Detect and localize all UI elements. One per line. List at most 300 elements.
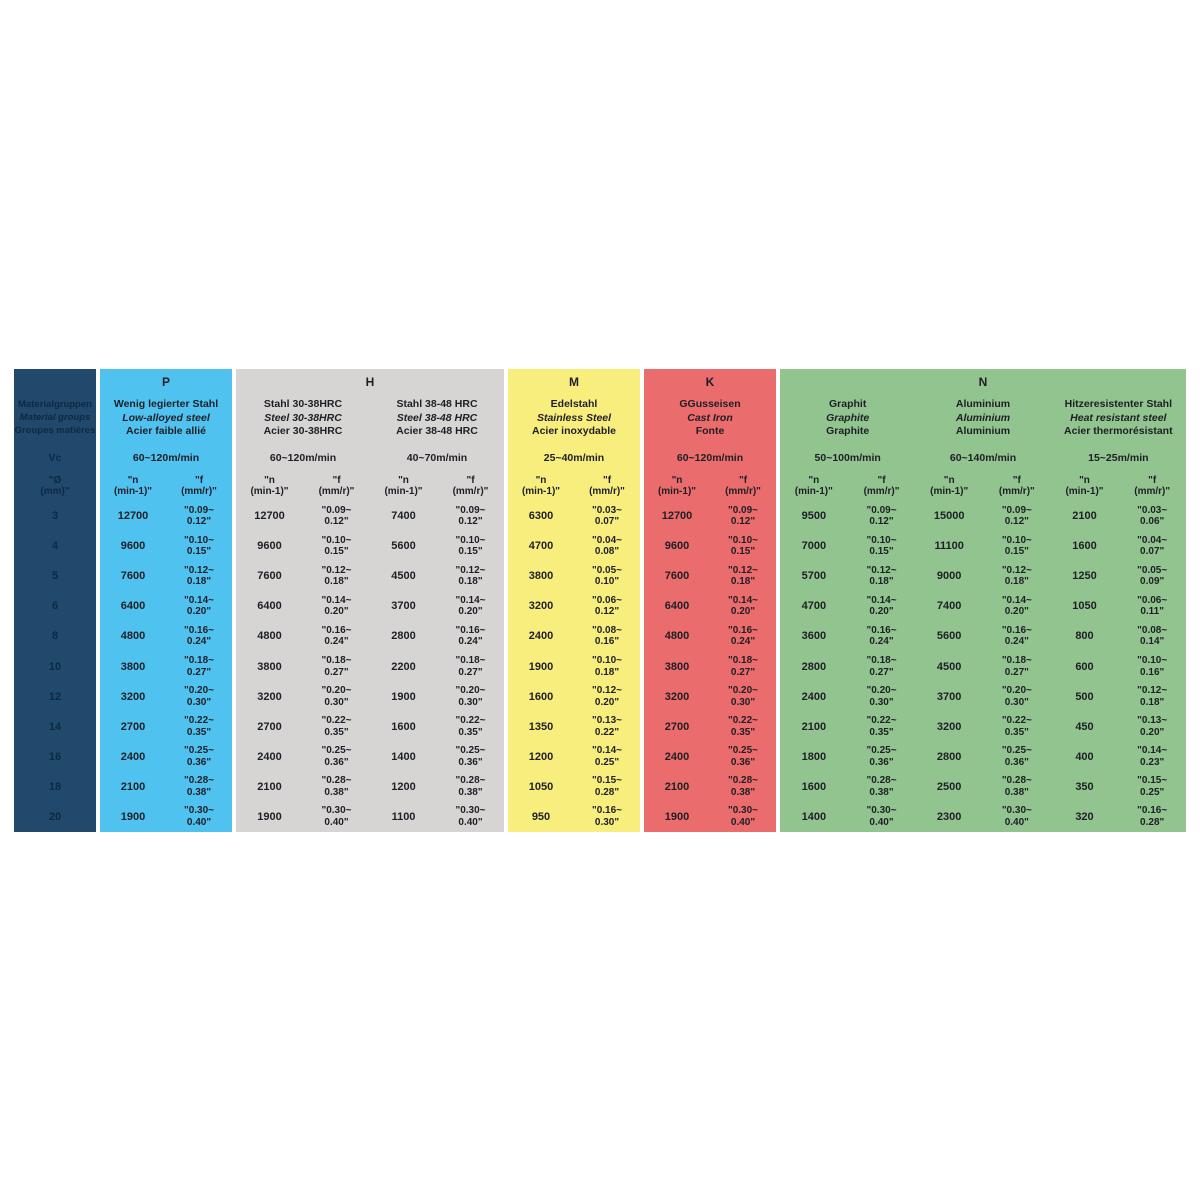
- f-value-line1: "0.28~: [866, 775, 897, 787]
- f-value: [574, 561, 640, 591]
- f-value-line1: "0.13~: [1137, 715, 1168, 727]
- f-value-line1: "0.08~: [1137, 624, 1168, 636]
- group-columns: [644, 395, 776, 832]
- f-value-line1: "0.14~: [183, 594, 215, 606]
- data-row: [236, 621, 370, 651]
- f-value-line2: 0.36": [1004, 756, 1029, 768]
- f-value: [848, 621, 916, 651]
- n-value: 1200: [528, 750, 554, 763]
- f-value-line1: "0.25~: [1001, 745, 1032, 757]
- diameter-header: [14, 470, 96, 501]
- n-header: [370, 470, 437, 501]
- nf-header-row: [644, 470, 776, 501]
- f-value-line2: 0.27": [730, 666, 756, 678]
- f-value: [1118, 561, 1186, 591]
- group-section-K: [644, 369, 776, 832]
- f-value-line2: 0.27": [186, 666, 212, 678]
- f-value: [574, 802, 640, 832]
- n-value: 1050: [528, 780, 554, 793]
- f-value-line2: 0.30": [730, 696, 756, 708]
- n-header-line2: (min-1)": [794, 485, 833, 497]
- f-value: [710, 561, 776, 591]
- material-name-de: Wenig legierter Stahl: [113, 398, 219, 410]
- f-value-line1: "0.18~: [321, 655, 352, 667]
- group-letter: H: [365, 375, 375, 389]
- group-section-P: [100, 369, 232, 832]
- f-value-line1: "0.12~: [591, 685, 623, 697]
- f-header-line2: (mm/r)": [863, 485, 900, 497]
- n-value: 4800: [120, 630, 146, 643]
- f-value-line1: "0.18~: [183, 655, 215, 667]
- f-value-line1: "0.30~: [455, 805, 486, 817]
- f-value: [710, 772, 776, 802]
- f-header: [710, 470, 776, 501]
- f-value: [710, 621, 776, 651]
- group-letter: P: [161, 375, 170, 389]
- n-value: 12700: [254, 510, 285, 523]
- f-value: [1118, 651, 1186, 681]
- f-value-line2: 0.35": [458, 726, 483, 738]
- n-value: 7000: [801, 540, 827, 553]
- f-value: [983, 651, 1051, 681]
- n-value: 1400: [801, 810, 827, 823]
- data-row: [508, 682, 640, 712]
- n-value: 3700: [391, 600, 416, 613]
- data-row: [236, 802, 370, 832]
- f-value: [848, 651, 916, 681]
- f-value: [166, 501, 232, 531]
- f-value: [848, 802, 916, 832]
- material-groups-column: [14, 369, 96, 832]
- f-value-line1: "0.20~: [1001, 685, 1032, 697]
- f-value-line1: "0.14~: [727, 594, 759, 606]
- diameter-cell: 14: [48, 720, 62, 733]
- n-header-line2: (min-1)": [113, 485, 153, 497]
- n-value: 2400: [257, 750, 282, 763]
- n-value: 2100: [664, 780, 690, 793]
- n-value: 1200: [391, 780, 416, 793]
- f-value: [303, 712, 370, 742]
- data-row: [1051, 802, 1186, 832]
- f-value: [710, 742, 776, 772]
- material-name-en: Low-alloyed steel: [122, 411, 210, 424]
- f-header-line2: (mm/r)": [589, 485, 625, 497]
- material-names: [1051, 395, 1186, 445]
- f-value: [574, 772, 640, 802]
- f-value: [437, 682, 504, 712]
- n-value: 9600: [257, 540, 282, 553]
- f-value-line1: "0.16~: [866, 624, 897, 636]
- n-value: 4700: [801, 600, 827, 613]
- f-value-line1: "0.16~: [727, 624, 759, 636]
- n-value: 1900: [391, 690, 416, 703]
- cutting-speed: 40~70m/min: [406, 451, 468, 464]
- diameter-row: [14, 682, 96, 712]
- f-value-line2: 0.38": [1004, 786, 1029, 798]
- f-value: [437, 772, 504, 802]
- data-rows: [508, 501, 640, 832]
- data-row: [1051, 682, 1186, 712]
- f-value-line2: 0.28": [594, 786, 620, 798]
- f-value: [303, 772, 370, 802]
- f-header: [437, 470, 504, 501]
- f-value: [437, 712, 504, 742]
- f-value-line1: "0.09~: [727, 504, 759, 516]
- f-value-line2: 0.30": [186, 696, 212, 708]
- material-name-fr: Acier 38-48 HRC: [396, 425, 478, 437]
- f-header: [983, 470, 1051, 501]
- f-value-line2: 0.27": [1004, 666, 1029, 678]
- diameter-cell: 20: [48, 810, 62, 823]
- f-value-line2: 0.07": [1140, 546, 1165, 558]
- group-section-H: [236, 369, 504, 832]
- material-name-fr: Acier faible allié: [126, 425, 206, 437]
- f-value-line1: "0.16~: [455, 624, 486, 636]
- n-value: 4800: [257, 630, 282, 643]
- f-value: [1118, 802, 1186, 832]
- data-row: [780, 802, 915, 832]
- data-row: [370, 591, 504, 621]
- f-value-line1: "0.12~: [321, 564, 352, 576]
- f-value: [983, 561, 1051, 591]
- f-value: [303, 682, 370, 712]
- f-value: [166, 682, 232, 712]
- n-value: 1050: [1072, 600, 1097, 613]
- f-value-line2: 0.28": [1140, 816, 1165, 828]
- n-value: 2100: [1072, 510, 1097, 523]
- nf-header-row: [100, 470, 232, 501]
- f-value-line2: 0.08": [594, 546, 620, 558]
- f-value: [848, 682, 916, 712]
- nf-header-row: [236, 470, 370, 501]
- f-header: [1118, 470, 1186, 501]
- n-header-line2: (min-1)": [250, 485, 289, 497]
- n-value: 7400: [391, 510, 416, 523]
- f-value-line1: "0.10~: [1137, 655, 1168, 667]
- f-value-line1: "0.16~: [591, 805, 623, 817]
- n-value: 600: [1075, 660, 1094, 673]
- f-value-line2: 0.07": [594, 516, 620, 528]
- material-name-de: Aluminium: [955, 398, 1011, 410]
- n-value: 7600: [120, 570, 146, 583]
- data-row: [508, 712, 640, 742]
- f-value: [303, 802, 370, 832]
- f-value: [574, 742, 640, 772]
- f-header-line2: (mm/r)": [725, 485, 761, 497]
- f-value: [166, 802, 232, 832]
- letter-row-spacer: [14, 369, 96, 395]
- n-value: 6300: [528, 510, 554, 523]
- data-row: [644, 591, 776, 621]
- f-header-line1: "f: [602, 474, 612, 486]
- n-value: 2400: [664, 750, 690, 763]
- n-value: 3800: [528, 570, 554, 583]
- n-header-line1: "n: [1079, 474, 1090, 486]
- f-value-line2: 0.15": [730, 546, 756, 558]
- f-value-line2: 0.15": [869, 546, 894, 558]
- data-row: [915, 531, 1050, 561]
- cutting-speed: 60~120m/min: [269, 451, 337, 464]
- f-value-line1: "0.14~: [1137, 745, 1168, 757]
- n-value: 7600: [257, 570, 282, 583]
- f-value-line2: 0.36": [186, 756, 212, 768]
- material-name-fr: Fonte: [695, 425, 725, 437]
- material-names: [644, 395, 776, 445]
- data-row: [100, 561, 232, 591]
- material-groups-title-de: Materialgruppen: [18, 399, 92, 410]
- f-value-line2: 0.40": [186, 816, 212, 828]
- nf-header-row: [1051, 470, 1186, 501]
- n-value: 1800: [801, 750, 827, 763]
- f-value-line1: "0.05~: [1137, 564, 1168, 576]
- f-value-line1: "0.22~: [727, 715, 759, 727]
- material-name-en: Aluminium: [955, 411, 1011, 424]
- material-groups-title: [14, 395, 96, 445]
- f-value: [1118, 712, 1186, 742]
- f-value-line1: "0.22~: [1001, 715, 1032, 727]
- f-value: [574, 651, 640, 681]
- n-value: 2800: [936, 750, 962, 763]
- f-value-line2: 0.24": [730, 636, 756, 648]
- f-value: [983, 621, 1051, 651]
- data-row: [370, 651, 504, 681]
- material-name-en: Steel 38-48 HRC: [396, 411, 478, 424]
- n-value: 2400: [120, 750, 146, 763]
- data-row: [644, 772, 776, 802]
- f-value: [983, 742, 1051, 772]
- f-value: [848, 772, 916, 802]
- f-value: [983, 501, 1051, 531]
- f-value-line1: "0.20~: [727, 685, 759, 697]
- diameter-header-line2: (mm)": [40, 485, 70, 497]
- f-value-line2: 0.20": [730, 606, 756, 618]
- f-value-line1: "0.10~: [1001, 534, 1032, 546]
- f-value: [574, 591, 640, 621]
- f-value-line1: "0.18~: [866, 655, 897, 667]
- f-value: [437, 561, 504, 591]
- data-rows: [100, 501, 232, 832]
- material-groups-title-fr: Groupes matières: [14, 425, 96, 436]
- data-row: [100, 802, 232, 832]
- f-value-line1: "0.14~: [1001, 594, 1032, 606]
- f-value: [1118, 531, 1186, 561]
- data-row: [1051, 621, 1186, 651]
- f-value-line2: 0.18": [1004, 576, 1029, 588]
- f-value: [710, 712, 776, 742]
- n-value: 3200: [257, 690, 282, 703]
- n-header: [508, 470, 574, 501]
- f-value-line2: 0.35": [324, 726, 349, 738]
- data-row: [370, 772, 504, 802]
- f-value-line2: 0.18": [730, 576, 756, 588]
- diameter-row: [14, 561, 96, 591]
- f-value-line1: "0.09~: [866, 504, 897, 516]
- n-value: 6400: [120, 600, 146, 613]
- f-value: [574, 501, 640, 531]
- f-value-line2: 0.12": [730, 516, 756, 528]
- n-header: [1051, 470, 1119, 501]
- n-value: 1350: [528, 720, 554, 733]
- data-rows: [915, 501, 1050, 832]
- f-value-line2: 0.18": [458, 576, 483, 588]
- f-value: [983, 802, 1051, 832]
- diameter-row: [14, 501, 96, 531]
- data-row: [1051, 712, 1186, 742]
- material-name-fr: Aluminium: [955, 425, 1011, 437]
- data-row: [236, 682, 370, 712]
- f-value-line2: 0.18": [186, 576, 212, 588]
- f-value-line2: 0.24": [1004, 636, 1029, 648]
- group-section-M: [508, 369, 640, 832]
- f-header-line1: "f: [466, 474, 475, 486]
- n-value: 4700: [528, 540, 554, 553]
- f-value-line2: 0.35": [186, 726, 212, 738]
- f-value-line1: "0.12~: [1137, 685, 1168, 697]
- data-rows: [644, 501, 776, 832]
- f-value: [303, 742, 370, 772]
- n-value: 9500: [801, 510, 827, 523]
- n-value: 2800: [391, 630, 416, 643]
- f-value-line1: "0.10~: [727, 534, 759, 546]
- data-row: [508, 802, 640, 832]
- material-groups-title-en: Material groups: [19, 412, 91, 423]
- data-row: [100, 742, 232, 772]
- material-names: [780, 395, 915, 445]
- cutting-speed: 25~40m/min: [543, 451, 605, 464]
- f-value-line1: "0.22~: [183, 715, 215, 727]
- f-value-line2: 0.15": [324, 546, 349, 558]
- f-value-line2: 0.20": [594, 696, 620, 708]
- f-value-line2: 0.35": [730, 726, 756, 738]
- data-row: [236, 651, 370, 681]
- f-value-line1: "0.03~: [1137, 504, 1168, 516]
- f-value-line1: "0.08~: [591, 624, 623, 636]
- n-header: [236, 470, 303, 501]
- data-row: [508, 531, 640, 561]
- cutting-speed: 60~120m/min: [132, 451, 200, 464]
- f-value-line1: "0.16~: [321, 624, 352, 636]
- f-value-line1: "0.20~: [321, 685, 352, 697]
- f-value-line2: 0.27": [458, 666, 483, 678]
- f-value-line2: 0.18": [1140, 696, 1165, 708]
- data-row: [100, 621, 232, 651]
- cutting-data-table: [14, 369, 1186, 832]
- f-header-line1: "f: [738, 474, 748, 486]
- nf-header-row: [780, 470, 915, 501]
- n-value: 2200: [391, 660, 416, 673]
- cutting-speed: 15~25m/min: [1088, 451, 1149, 464]
- data-row: [236, 561, 370, 591]
- f-header-line1: "f: [194, 474, 204, 486]
- f-value-line2: 0.20": [324, 606, 349, 618]
- group-columns: [236, 395, 504, 832]
- n-value: 9600: [120, 540, 146, 553]
- material-name-de: GGusseisen: [679, 398, 741, 410]
- material-name-en: Graphite: [826, 411, 870, 424]
- f-value-line1: "0.22~: [321, 715, 352, 727]
- f-value: [983, 591, 1051, 621]
- f-value-line2: 0.09": [1140, 576, 1165, 588]
- f-value-line2: 0.24": [869, 636, 894, 648]
- f-value-line1: "0.09~: [183, 504, 215, 516]
- f-value: [437, 621, 504, 651]
- f-value-line1: "0.30~: [321, 805, 352, 817]
- f-value-line2: 0.36": [324, 756, 349, 768]
- data-row: [236, 531, 370, 561]
- f-value-line1: "0.25~: [183, 745, 215, 757]
- n-value: 3200: [120, 690, 146, 703]
- data-row: [915, 591, 1050, 621]
- data-row: [915, 651, 1050, 681]
- f-value-line2: 0.30": [1004, 696, 1029, 708]
- f-value-line2: 0.10": [594, 576, 620, 588]
- f-value: [710, 802, 776, 832]
- f-value: [848, 501, 916, 531]
- f-value-line1: "0.09~: [321, 504, 352, 516]
- n-header-line1: "n: [398, 474, 409, 486]
- f-value-line1: "0.30~: [727, 805, 759, 817]
- diameter-cell: 6: [51, 600, 59, 613]
- f-header-line1: "f: [332, 474, 341, 486]
- n-header: [915, 470, 983, 501]
- n-header-line1: "n: [535, 474, 547, 486]
- material-column: [1051, 395, 1186, 832]
- data-row: [644, 621, 776, 651]
- material-names: [370, 395, 504, 445]
- f-value-line1: "0.03~: [591, 504, 623, 516]
- f-value: [437, 651, 504, 681]
- data-row: [508, 772, 640, 802]
- n-value: 12700: [117, 510, 149, 523]
- f-value-line2: 0.18": [869, 576, 894, 588]
- material-column: [508, 395, 640, 832]
- data-row: [236, 501, 370, 531]
- data-row: [508, 651, 640, 681]
- material-name-en: Steel 30-38HRC: [264, 411, 342, 424]
- material-column: [236, 395, 370, 832]
- f-header-line2: (mm/r)": [318, 485, 355, 497]
- f-value-line2: 0.35": [869, 726, 894, 738]
- f-value-line2: 0.23": [1140, 756, 1165, 768]
- f-value-line2: 0.40": [1004, 816, 1029, 828]
- f-value-line1: "0.16~: [183, 624, 215, 636]
- group-letter: M: [569, 375, 579, 389]
- data-row: [780, 742, 915, 772]
- f-value: [574, 682, 640, 712]
- group-columns: [780, 395, 1186, 832]
- material-name-en: Stainless Steel: [536, 411, 612, 424]
- f-value-line1: "0.06~: [591, 594, 623, 606]
- material-column: [915, 395, 1050, 832]
- f-value-line2: 0.30": [458, 696, 483, 708]
- data-row: [780, 712, 915, 742]
- data-row: [915, 621, 1050, 651]
- f-value-line1: "0.28~: [183, 775, 215, 787]
- n-value: 3200: [528, 600, 554, 613]
- material-name-fr: Graphite: [826, 425, 870, 437]
- n-value: 15000: [933, 510, 965, 523]
- f-value-line1: "0.25~: [866, 745, 897, 757]
- data-row: [370, 561, 504, 591]
- f-value: [848, 742, 916, 772]
- n-value: 3800: [257, 660, 282, 673]
- diameter-row: [14, 712, 96, 742]
- f-value-line2: 0.38": [730, 786, 756, 798]
- data-row: [644, 742, 776, 772]
- f-value-line1: "0.18~: [727, 655, 759, 667]
- f-value-line2: 0.30": [869, 696, 894, 708]
- f-value-line2: 0.12": [869, 516, 894, 528]
